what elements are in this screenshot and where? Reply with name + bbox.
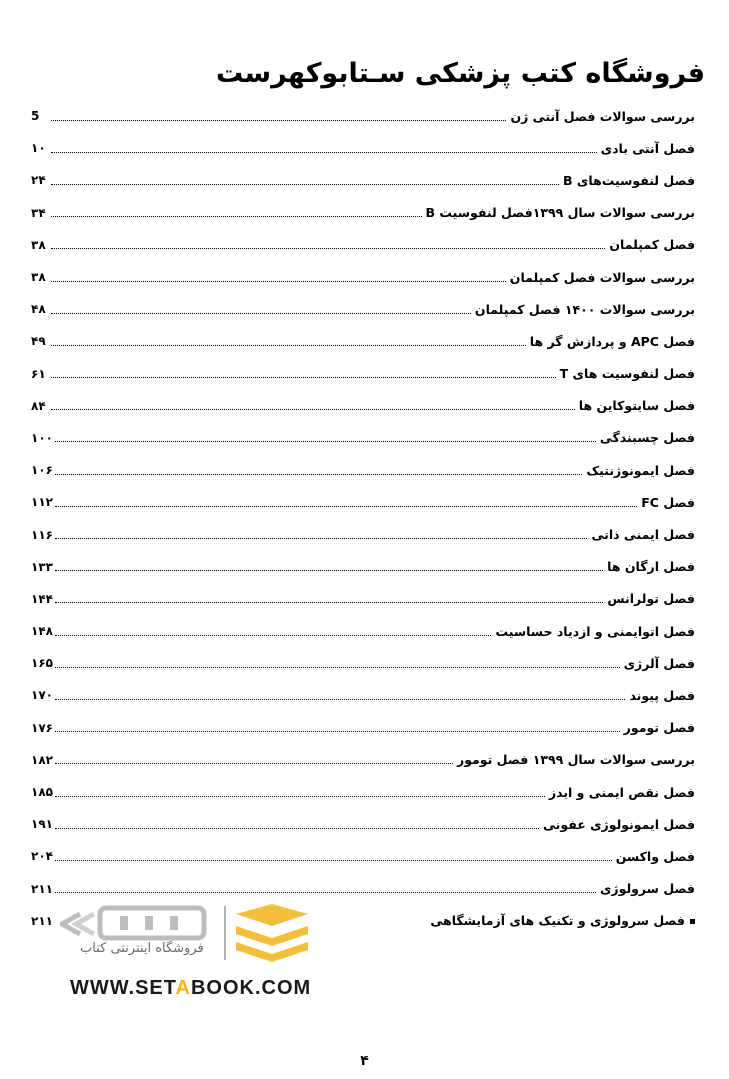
toc-entry-page: ۱۱۶ (31, 527, 53, 542)
toc-leader-dots (55, 828, 539, 829)
toc-entry-page: ۱۱۲ (31, 495, 53, 510)
toc-entry-text: فصل اتوایمنی و ازدیاد حساسیت (495, 623, 695, 639)
toc-leader-dots (55, 570, 603, 571)
toc-entry[interactable] (31, 293, 695, 325)
toc-leader-dots (55, 667, 620, 668)
toc-entry-page: ۱۶۵ (31, 656, 53, 671)
toc-entry-text: فصل واکسن (615, 848, 695, 864)
toc-leader-dots (55, 699, 625, 700)
toc-entry-label (582, 463, 695, 478)
toc-entry-text: فصل سرولوژی (599, 881, 695, 897)
toc-entry-text: فصل ارگان ها (607, 559, 695, 575)
toc-entry[interactable] (31, 229, 695, 261)
toc-entry-text: بررسی سوالات ۱۴۰۰ فصل کمپلمان (474, 301, 695, 317)
toc-entry-text: فصل کمپلمان (609, 237, 695, 253)
toc-leader-dots (55, 635, 492, 636)
toc-entry[interactable] (31, 583, 695, 615)
toc-entry-page: ۱۴۸ (31, 624, 53, 639)
toc-entry-label (596, 881, 695, 896)
toc-entry-page: ۲۱۱ (31, 913, 53, 928)
toc-entry[interactable] (31, 132, 695, 164)
toc-entry-page: ۱۸۵ (31, 785, 53, 800)
toc-leader-dots (55, 892, 596, 893)
toc-entry-label (575, 398, 695, 413)
bullet-icon (690, 919, 695, 924)
toc-entry-text: فصل چسبندگی (599, 430, 695, 446)
toc-entry[interactable] (31, 100, 695, 132)
toc-entry-page: ۶۱ (31, 366, 46, 381)
toc-entry[interactable] (31, 873, 695, 905)
toc-entry-page: ۱۴۴ (31, 591, 53, 606)
toc-entry-text: فصل آلرژی (623, 655, 695, 671)
toc-entry[interactable] (31, 486, 695, 518)
toc-entry-label (426, 913, 695, 928)
toc-entry-text: فصل لنفوسیت‌های B (563, 172, 695, 188)
toc-entry[interactable] (31, 197, 695, 229)
toc-entry-page: ۳۸ (31, 237, 46, 252)
toc-entry-label (556, 366, 695, 381)
toc-entry-text: فصل سرولوژی و تکنیک های آزمایشگاهی (430, 913, 685, 929)
toc-entry-label (620, 656, 695, 671)
toc-leader-dots (51, 313, 471, 314)
toc-entry[interactable] (31, 840, 695, 872)
toc-entry-text: بررسی سوالات فصل آنتی ژن (510, 108, 695, 124)
toc-entry-label (545, 785, 695, 800)
toc-entry[interactable] (31, 358, 695, 390)
toc-leader-dots (55, 763, 453, 764)
toc-entry-text: فصل آنتی بادی (600, 140, 695, 156)
toc-leader-dots (55, 731, 620, 732)
toc-entry-text: فصل FC (641, 494, 695, 510)
toc-leader-dots (55, 506, 637, 507)
toc-entry-text: بررسی سوالات سال ۱۳۹۹فصل لنفوسیت B (425, 205, 695, 221)
toc-entry-page: ۲۰۴ (31, 849, 53, 864)
toc-entry-page: ۱۸۲ (31, 752, 53, 767)
toc-entry-label (605, 237, 695, 252)
toc-entry-text: فصل ایمونوژنتیک (586, 462, 695, 478)
toc-entry-label (506, 109, 695, 124)
toc-entry[interactable] (31, 325, 695, 357)
toc-entry-label (559, 173, 695, 188)
logo-book-icon (236, 904, 308, 962)
page-title: فروشگاه کتب پزشکی سـتابوکهرست (215, 58, 705, 89)
toc-entry-page: ۲۱۱ (31, 881, 53, 896)
toc-leader-dots (55, 474, 582, 475)
toc-entry-label (637, 495, 695, 510)
toc-entry-text: بررسی سوالات فصل کمپلمان (509, 269, 695, 285)
toc-entry-text: فصل تومور (623, 720, 695, 736)
toc-leader-dots (51, 216, 422, 217)
logo-chevron-icon (62, 914, 94, 934)
toc-entry-text: فصل سایتوکاین ها (578, 398, 695, 414)
toc-entry-label (506, 270, 695, 285)
watermark-url-accent: A (175, 977, 191, 999)
toc-leader-dots (51, 120, 506, 121)
toc-entry[interactable] (31, 712, 695, 744)
toc-entry-label (491, 624, 695, 639)
toc-entry-text: فصل ایمونولوژی عفونی (543, 816, 695, 832)
toc-entry[interactable] (31, 454, 695, 486)
toc-entry-label (625, 688, 695, 703)
table-of-contents (31, 100, 695, 937)
toc-entry[interactable] (31, 776, 695, 808)
toc-entry[interactable] (31, 551, 695, 583)
toc-entry-page: ۱۹۱ (31, 817, 53, 832)
toc-entry-text: فصل پیوند (629, 687, 695, 703)
toc-entry-page: ۳۸ (31, 270, 46, 285)
toc-leader-dots (51, 248, 605, 249)
toc-entry-text: فصل تولرانس (607, 591, 695, 607)
toc-entry-page: ۳۴ (31, 205, 46, 220)
watermark-tagline: فروشگاه اینترنتی کتاب (80, 941, 204, 956)
toc-entry-page: ۱۷۰ (31, 688, 53, 703)
watermark-url (70, 977, 311, 1000)
toc-entry[interactable] (31, 647, 695, 679)
toc-leader-dots (51, 281, 506, 282)
toc-entry-label (596, 430, 695, 445)
toc-entry-page: ۱۳۳ (31, 559, 53, 574)
toc-entry-label (422, 205, 695, 220)
toc-entry-page: ۴۹ (31, 334, 46, 349)
toc-entry-label (539, 817, 695, 832)
toc-entry[interactable] (31, 164, 695, 196)
toc-entry-page: ۱۰ (31, 141, 46, 156)
toc-entry-page: ۴۸ (31, 302, 46, 317)
toc-entry-label (526, 334, 695, 349)
toc-entry[interactable] (31, 744, 695, 776)
toc-entry[interactable] (31, 261, 695, 293)
toc-entry[interactable] (31, 390, 695, 422)
toc-leader-dots (51, 409, 575, 410)
toc-entry-label (453, 752, 695, 767)
toc-entry-label (597, 141, 695, 156)
toc-leader-dots (51, 184, 559, 185)
toc-leader-dots (51, 345, 526, 346)
toc-leader-dots (51, 152, 597, 153)
toc-leader-dots (55, 441, 596, 442)
toc-entry-label (603, 559, 695, 574)
toc-entry[interactable] (31, 615, 695, 647)
toc-entry-text: فصل ایمنی ذاتی (591, 527, 695, 543)
toc-entry-page: 5 (31, 109, 40, 124)
toc-entry-page: ۱۷۶ (31, 720, 53, 735)
toc-entry[interactable] (31, 422, 695, 454)
toc-leader-dots (55, 860, 612, 861)
toc-entry-page: ۱۰۰ (31, 430, 53, 445)
toc-entry-label (587, 527, 695, 542)
toc-entry-text: فصل APC و پردازش گر ها (529, 333, 695, 349)
toc-entry-label (603, 591, 695, 606)
toc-entry-page: ۱۰۶ (31, 463, 53, 478)
toc-entry[interactable] (31, 808, 695, 840)
toc-entry-label (471, 302, 695, 317)
toc-entry-text: فصل لنفوسیت های T (559, 366, 695, 382)
toc-leader-dots (55, 602, 603, 603)
toc-entry[interactable] (31, 679, 695, 711)
toc-entry[interactable] (31, 518, 695, 550)
watermark-url-suffix: BOOK.COM (190, 977, 312, 999)
toc-entry-label (612, 849, 695, 864)
toc-leader-dots (55, 538, 588, 539)
toc-entry-text: بررسی سوالات سال ۱۳۹۹ فصل تومور (457, 752, 695, 768)
logo-wordmark-icon (100, 908, 204, 938)
toc-entry-page: ۸۴ (31, 398, 46, 413)
toc-entry-page: ۲۴ (31, 173, 46, 188)
toc-leader-dots (51, 377, 556, 378)
toc-entry-label (620, 720, 695, 735)
watermark-url-prefix: WWW.SET (70, 977, 176, 999)
toc-leader-dots (55, 796, 545, 797)
page-number: ۴ (360, 1053, 369, 1069)
toc-entry-text: فصل نقص ایمنی و ایدز (548, 784, 695, 800)
